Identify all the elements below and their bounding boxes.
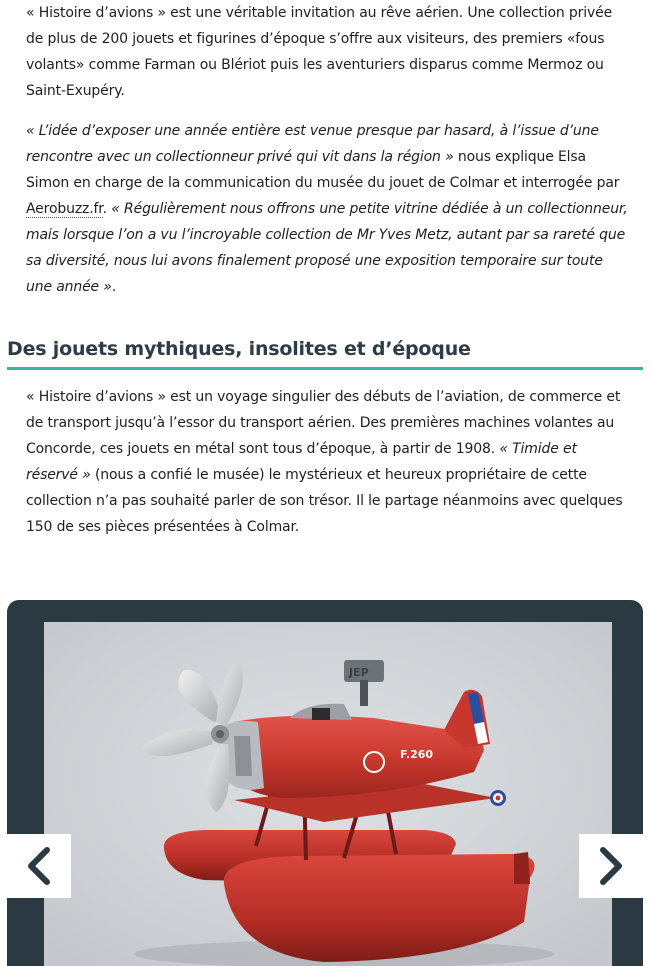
description-paragraph xyxy=(26,384,628,540)
image-gallery xyxy=(7,600,643,966)
description-text-2: (nous a confié le musée) le mystérieux et heureux propriétaire de cette collection n’a pas souhaité parler de son trésor. Il le partage néanmoins avec quelques 150 de ses pièces présentées à Colmar. xyxy=(26,467,623,535)
intro-text: « Histoire d’avions » est une véritable invitation au rêve aérien. Une collection privée de plus de 200 jouets et figurines d’époque s’offre aux visiteurs, des premiers «fous volants» comme Farman ou Blériot puis les aventuriers disparus comme Mermoz ou Saint-Exupéry. xyxy=(26,5,613,99)
section-title: Des jouets mythiques, insolites et d’époque xyxy=(7,338,471,360)
quote-italic-2: « Régulièrement nous offrons une petite vitrine dédiée à un collectionneur, mais lorsque l’on a vu l’incroyable collection de Mr Yves Metz, autant par sa rareté que sa diversité, nous lui avons finalement proposé une exposition temporaire sur toute une année » xyxy=(26,201,628,295)
aerobuzz-link[interactable]: Aerobuzz.fr xyxy=(26,201,103,217)
plane-marking: F.260 xyxy=(400,748,434,761)
svg-text:JEP: JEP xyxy=(349,666,369,679)
section-heading xyxy=(7,334,643,370)
gallery-next-button[interactable] xyxy=(579,834,643,898)
chevron-right-icon xyxy=(597,846,625,886)
description-quote: « Timide et réservé » xyxy=(26,441,577,483)
quote-text-2: . xyxy=(102,201,112,217)
quote-paragraph xyxy=(26,118,628,300)
chevron-left-icon xyxy=(25,846,53,886)
intro-paragraph xyxy=(26,0,628,104)
quote-text-3: . xyxy=(111,279,117,295)
gallery-photo-toy-seaplane xyxy=(44,622,612,966)
gallery-prev-button[interactable] xyxy=(7,834,71,898)
quote-text-1: nous explique Elsa Simon en charge de la communication du musée du jouet de Colmar et interrogée par xyxy=(26,149,620,191)
description-text-1: « Histoire d’avions » est un voyage singulier des débuts de l’aviation, de commerce et de transport jusqu’à l’essor du transport aérien. Des premières machines volantes au Concorde, ces jouets en métal sont tous d’époque, à partir de 1908. xyxy=(26,389,621,457)
quote-italic-1: « L’idée d’exposer une année entière est venue presque par hasard, à l’issue d’une rencontre avec un collectionneur privé qui vit dans la région » xyxy=(26,123,599,165)
toy-seaplane-illustration xyxy=(44,622,612,966)
